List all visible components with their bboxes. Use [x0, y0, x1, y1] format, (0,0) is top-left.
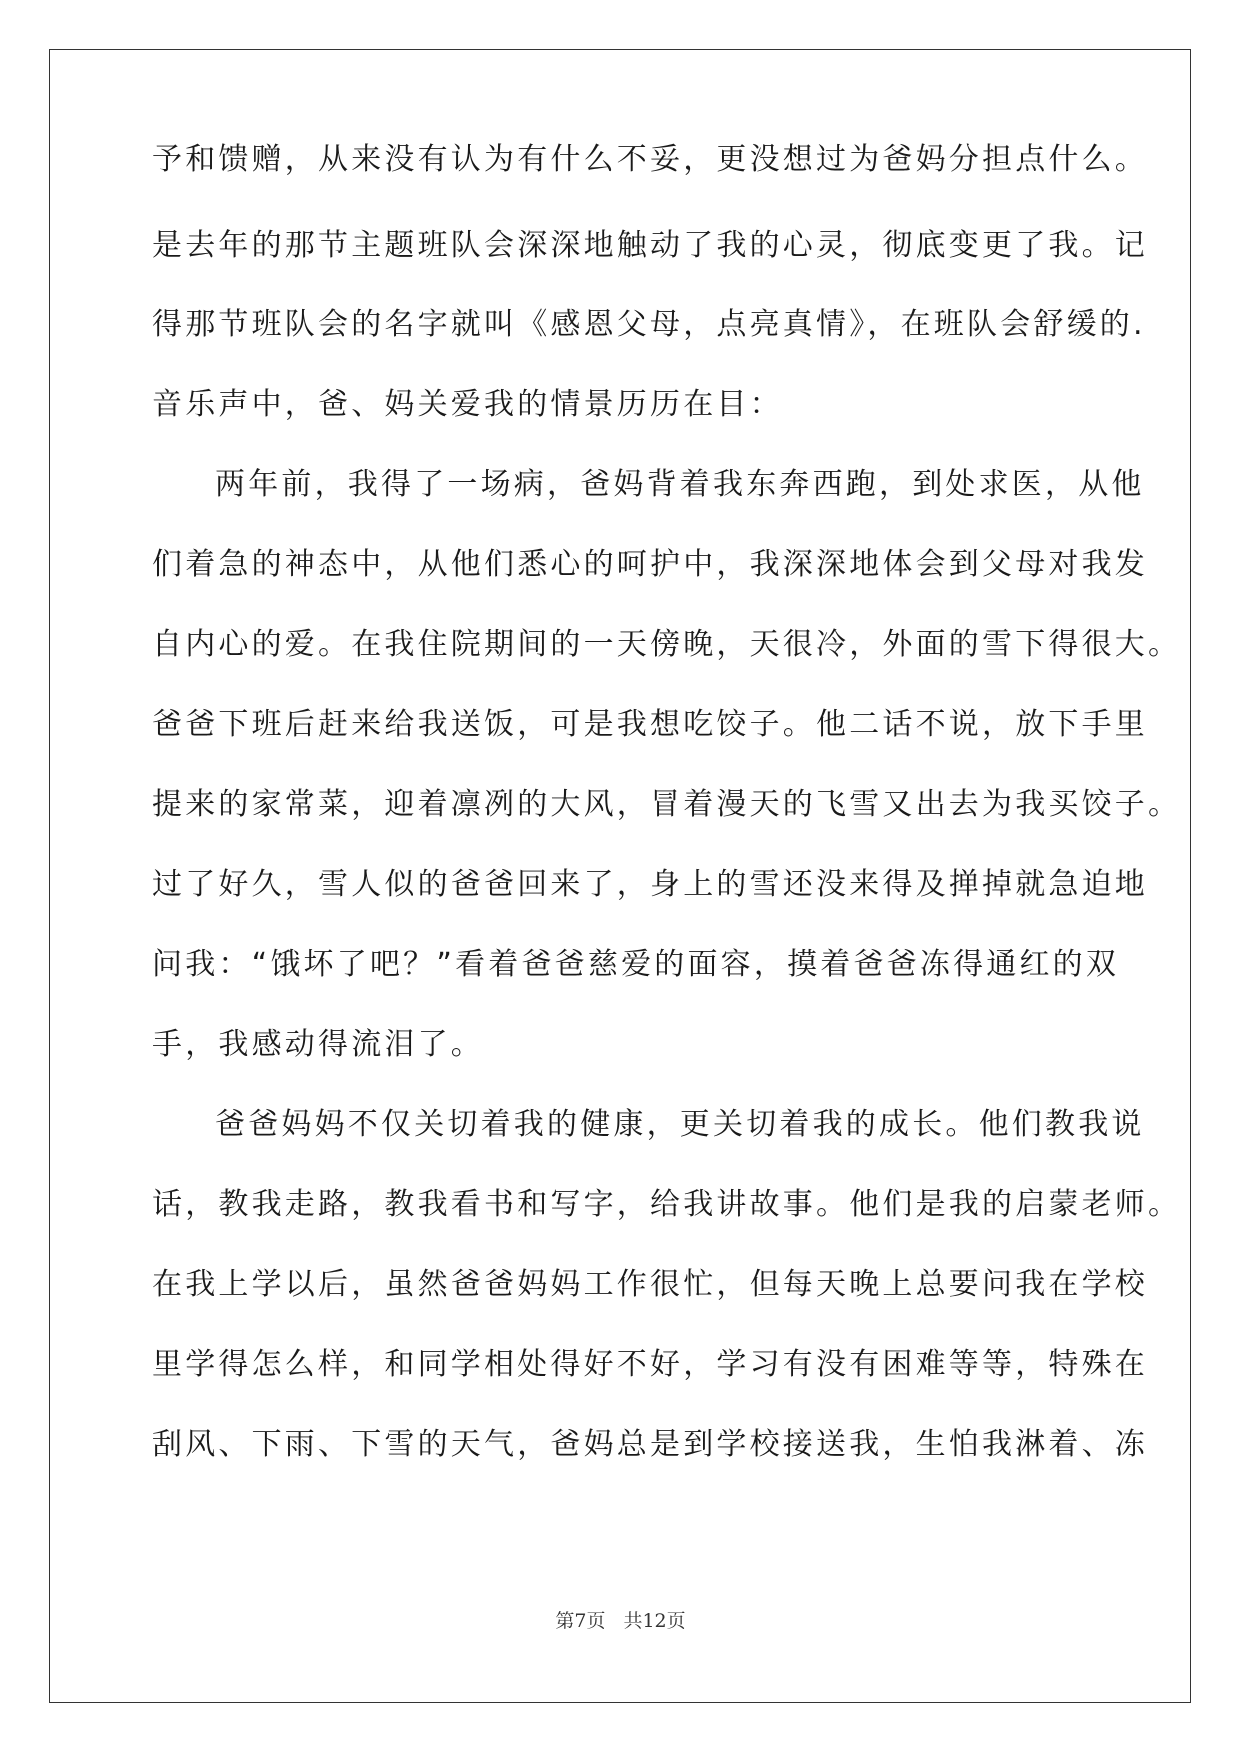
text-line: 爸爸妈妈不仅关切着我的健康，更关切着我的成长。他们教我说: [215, 1107, 1145, 1142]
page-number: 第7页: [555, 1610, 606, 1632]
text-line: 予和馈赠，从来没有认为有什么不妥，更没想过为爸妈分担点什么。: [152, 142, 1148, 177]
text-line: 话，教我走路，教我看书和写字，给我讲故事。他们是我的启蒙老师。: [152, 1187, 1182, 1222]
text-line: 得那节班队会的名字就叫《感恩父母，点亮真情》，在班队会舒缓的.: [152, 307, 1146, 342]
text-line: 是去年的那节主题班队会深深地触动了我的心灵，彻底变更了我。记: [152, 228, 1148, 263]
text-line: 提来的家常菜，迎着凛冽的大风，冒着漫天的飞雪又出去为我买饺子。: [152, 787, 1182, 822]
text-line: 问我：“饿坏了吧？”看着爸爸慈爱的面容，摸着爸爸冻得通红的双: [152, 947, 1120, 982]
text-line: 在我上学以后，虽然爸爸妈妈工作很忙，但每天晚上总要问我在学校: [152, 1267, 1148, 1302]
text-line: 音乐声中，爸、妈关爱我的情景历历在目：: [152, 387, 783, 422]
text-line: 过了好久，雪人似的爸爸回来了，身上的雪还没来得及掸掉就急迫地: [152, 867, 1148, 902]
text-line: 刮风、下雨、下雪的天气，爸妈总是到学校接送我，生怕我淋着、冻: [152, 1427, 1148, 1462]
text-line: 两年前，我得了一场病，爸妈背着我东奔西跑，到处求医，从他: [215, 467, 1145, 502]
text-line: 爸爸下班后赶来给我送饭，可是我想吃饺子。他二话不说，放下手里: [152, 707, 1148, 742]
text-line: 们着急的神态中，从他们悉心的呵护中，我深深地体会到父母对我发: [152, 547, 1148, 582]
page-footer: [0, 1606, 1241, 1633]
page-total: 共12页: [623, 1610, 686, 1632]
text-line: 手，我感动得流泪了。: [152, 1027, 484, 1062]
text-line: 自内心的爱。在我住院期间的一天傍晚，天很冷，外面的雪下得很大。: [152, 627, 1182, 662]
text-line: 里学得怎么样，和同学相处得好不好，学习有没有困难等等，特殊在: [152, 1347, 1148, 1382]
